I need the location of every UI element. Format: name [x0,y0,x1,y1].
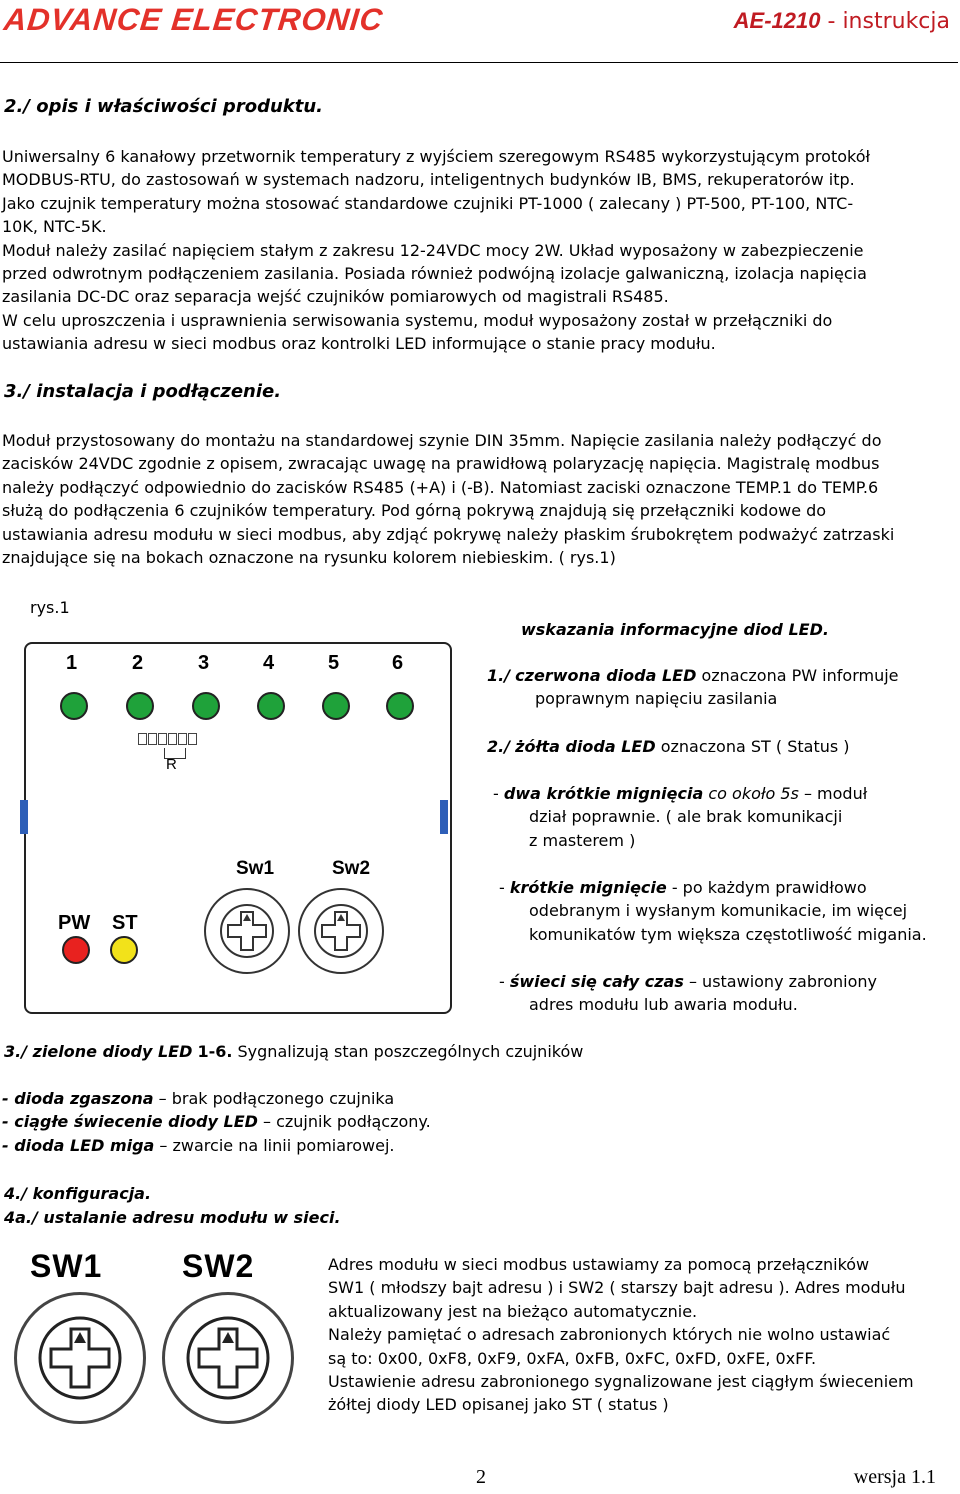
module-panel-figure [24,642,452,1014]
section-4a-body [328,1253,914,1417]
green-leds-heading [4,1040,583,1063]
sw2-label: Sw2 [332,858,371,879]
list-item [2,1134,431,1157]
text-line: znajdujące się na bokach oznaczone na rysunku kolorem niebieskim. ( rys.1) [2,547,616,567]
state-desc-3: komunikatów tym większa częstotliwość migania. [529,924,927,944]
bullet-dash: - [499,878,510,897]
led-number: 1 [66,652,78,674]
item-title: - dioda LED miga [2,1135,155,1155]
text-line: przed odwrotnym podłączeniem zasilania. Posiada również podwójną izolacje galwaniczną, izolacja napięcia [2,263,867,283]
red-led-number: 1./ [487,666,511,685]
text-line: SW1 ( młodszy bajt adresu ) i SW2 ( starszy bajt adresu ). Adres modułu [328,1278,906,1298]
large-rotary-switch-sw2 [162,1292,294,1424]
text-line: są to: 0x00, 0xF8, 0xF9, 0xFA, 0xFB, 0xFC, 0xFD, 0xFE, 0xFF. [328,1348,817,1368]
brand-logo: ADVANCE ELECTRONIC [2,2,386,37]
page-number: 2 [476,1466,486,1488]
state-desc-2: adres modułu lub awaria modułu. [529,995,798,1015]
text-line: Jako czujnik temperatury można stosować standardowe czujniki PT-1000 ( zalecany ) PT-500, PT-100, NTC- [2,193,854,213]
pw-red-led [62,936,90,964]
section-3-body [2,429,894,569]
text-line: 10K, NTC-5K. [2,217,107,237]
section-4a-heading: 4a./ ustalanie adresu modułu w sieci. [4,1208,341,1227]
text-line: Uniwersalny 6 kanałowy przetwornik temperatury z wyjściem szeregowym RS485 wykorzystującym protokół [2,147,871,166]
led-number: 4 [263,652,275,674]
led-info-red [487,664,899,711]
list-item [2,1087,431,1110]
state-desc-2: odebranym i wysłanym komunikacie, im więcej [529,901,908,921]
st-label: ST [112,912,138,934]
pw-label: PW [58,912,91,934]
state-desc-2: dział poprawnie. ( ale brak komunikacji [529,807,843,827]
figure-caption: rys.1 [30,598,70,617]
yellow-state-3 [499,970,877,1017]
state-desc: – ustawiony zabroniony [683,972,877,991]
section-2-heading: 2./ opis i właściwości produktu. [4,96,323,117]
yellow-led-number: 2./ [487,737,511,756]
green-led-5 [322,692,350,720]
yellow-state-2 [499,876,927,946]
led-info-heading: wskazania informacyjne diod LED. [521,620,829,639]
state-desc-3: z masterem ) [529,830,636,850]
header-rule [0,62,958,63]
text-line: zacisków 24VDC zgodnie z opisem, zwracając uwagę na prawidłową polaryzację napięcia. Magistralę modbus [2,454,880,474]
led-number: 3 [198,652,210,674]
large-rotary-switch-sw1 [14,1292,146,1424]
text-line: Moduł przystosowany do montażu na standardowej szynie DIN 35mm. Napięcie zasilania należy podłączyć do [2,431,882,450]
text-line: aktualizowany jest na bieżąco automatycznie. [328,1301,698,1321]
led-number: 2 [132,652,144,674]
green-leds-list [2,1087,431,1157]
text-line: Moduł należy zasilać napięciem stałym z zakresu 12-24VDC mocy 2W. Układ wyposażony w zabezpieczenie [2,240,864,260]
text-line: W celu uproszczenia i usprawnienia serwisowania systemu, moduł wyposażony został w przełączniki do [2,310,833,330]
green-led-1 [60,692,88,720]
yellow-led-desc: oznaczona ST ( Status ) [655,737,850,756]
right-cover-latch [440,800,448,834]
section-4-heading: 4./ konfiguracja. [4,1184,152,1203]
bullet-dash: - [493,784,504,803]
model-name: AE-1210 [733,8,821,33]
state-title: dwa krótkie mignięcia [503,784,704,803]
jumper-header [138,730,198,746]
rotary-dial-icon [17,1295,143,1421]
section-2-body [2,145,870,356]
item-desc: – zwarcie na linii pomiarowej. [154,1135,395,1155]
green-leds-desc: Sygnalizują stan poszczególnych czujników [232,1042,584,1061]
jumper-label: R [166,756,177,773]
led-number: 5 [328,652,340,674]
text-line: MODBUS-RTU, do zastosowań w systemach nadzoru, inteligentnych budynków IB, BMS, rekuperatorów itp. [2,170,855,190]
state-timing: co około 5s [703,784,799,803]
text-line: zasilania DC-DC oraz separacja wejść czujników pomiarowych od magistrali RS485. [2,287,669,307]
yellow-led-title: żółta dioda LED [515,737,656,756]
text-line: Należy pamiętać o adresach zabronionych których nie wolno ustawiać [328,1325,891,1345]
title-separator: - [820,9,843,34]
state-title: krótkie mignięcie [509,878,667,897]
led-number: 6 [392,652,404,674]
red-led-title: czerwona dioda LED [515,666,697,685]
text-line: ustawiania adresu w sieci modbus oraz kontrolki LED informujące o stanie pracy modułu. [2,334,716,354]
text-line: służą do podłączenia 6 czujników temperatury. Pod górną pokrywą znajdują się przełączniki kodowe do [2,501,827,521]
item-desc: – czujnik podłączony. [257,1112,431,1132]
text-line: Adres modułu w sieci modbus ustawiamy za pomocą przełączników [328,1255,870,1274]
green-led-6 [386,692,414,720]
item-title: - ciągłe świecenie diody LED [2,1112,258,1132]
green-led-3 [192,692,220,720]
text-line: ustawiania adresu modułu w sieci modbus, aby zdjąć pokrywę należy płaskim śrubokrętem podważyć zatrzaski [2,524,895,544]
state-desc: – moduł [798,784,868,803]
rotary-dial-icon [206,890,288,972]
rotary-dial-icon [300,890,382,972]
green-leds-title: 3./ zielone diody LED [4,1042,193,1061]
item-desc: – brak podłączonego czujnika [153,1089,395,1108]
section-3-heading: 3./ instalacja i podłączenie. [4,381,282,402]
green-led-2 [126,692,154,720]
red-led-desc-2: poprawnym napięciu zasilania [535,689,778,709]
text-line: należy podłączyć odpowiednio do zacisków RS485 (+A) i (-B). Natomiast zaciski oznaczone TEMP.1 do TEMP.6 [2,477,879,497]
state-desc: - po każdym prawidłowo [666,878,867,897]
version-label: wersja 1.1 [853,1466,936,1488]
led-info-yellow [487,735,850,758]
state-title: świeci się cały czas [509,972,684,991]
text-line: żółtej diody LED opisanej jako ST ( status ) [328,1395,669,1415]
left-cover-latch [20,800,28,834]
item-title: - dioda zgaszona [2,1089,154,1108]
green-leds-range: 1-6. [197,1042,233,1061]
sw1-title: SW1 [30,1248,103,1284]
green-led-4 [257,692,285,720]
sw2-title: SW2 [182,1248,255,1284]
st-yellow-led [110,936,138,964]
document-title [734,8,950,34]
doc-type: instrukcja [842,9,950,34]
rotary-switch-sw1 [204,888,290,974]
yellow-state-1 [493,782,867,852]
red-led-desc: oznaczona PW informuje [696,666,899,685]
list-item [2,1110,431,1133]
rotary-dial-icon [165,1295,291,1421]
bullet-dash: - [499,972,510,991]
sw1-label: Sw1 [236,858,275,879]
rotary-switch-sw2 [298,888,384,974]
text-line: Ustawienie adresu zabronionego sygnalizowane jest ciągłym świeceniem [328,1371,914,1391]
